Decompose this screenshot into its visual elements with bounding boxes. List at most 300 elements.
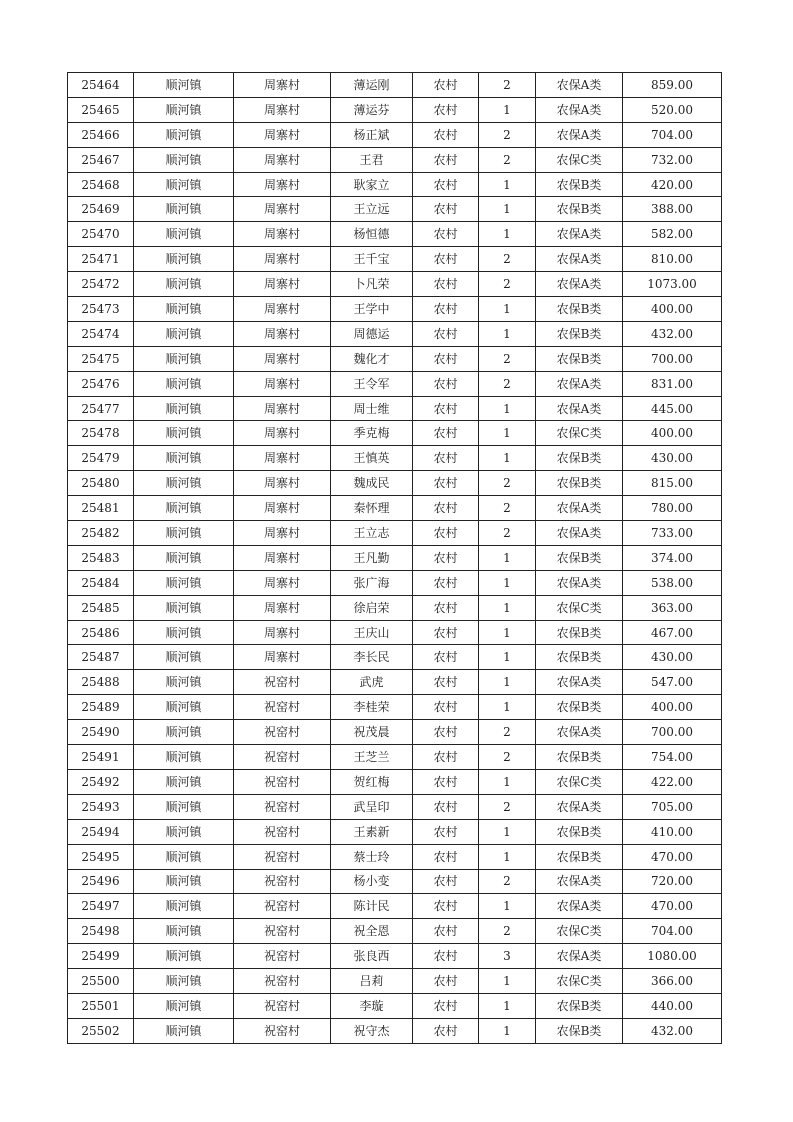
name-cell: 祝守杰 <box>331 1018 413 1043</box>
insurance-category-cell: 农保B类 <box>536 321 623 346</box>
insurance-category-cell: 农保C类 <box>536 919 623 944</box>
village-cell: 祝窑村 <box>234 894 331 919</box>
name-cell: 杨小变 <box>331 869 413 894</box>
table-row <box>68 894 722 919</box>
amount-cell: 467.00 <box>623 620 722 645</box>
amount-cell: 810.00 <box>623 247 722 272</box>
town-cell: 顺河镇 <box>134 1018 234 1043</box>
household-size-cell: 2 <box>479 346 536 371</box>
insurance-category-cell: 农保B类 <box>536 993 623 1018</box>
village-cell: 祝窑村 <box>234 869 331 894</box>
village-cell: 祝窑村 <box>234 769 331 794</box>
table-row <box>68 570 722 595</box>
village-cell: 周寨村 <box>234 222 331 247</box>
amount-cell: 720.00 <box>623 869 722 894</box>
village-cell: 祝窑村 <box>234 969 331 994</box>
area-type-cell: 农村 <box>413 570 479 595</box>
area-type-cell: 农村 <box>413 73 479 98</box>
table-row <box>68 745 722 770</box>
town-cell: 顺河镇 <box>134 73 234 98</box>
village-cell: 周寨村 <box>234 545 331 570</box>
serial-number-cell: 25483 <box>68 545 134 570</box>
table-row <box>68 720 722 745</box>
household-size-cell: 1 <box>479 421 536 446</box>
amount-cell: 400.00 <box>623 421 722 446</box>
town-cell: 顺河镇 <box>134 172 234 197</box>
table-row <box>68 695 722 720</box>
table-row <box>68 844 722 869</box>
household-size-cell: 1 <box>479 545 536 570</box>
town-cell: 顺河镇 <box>134 446 234 471</box>
insurance-category-cell: 农保B类 <box>536 844 623 869</box>
serial-number-cell: 25467 <box>68 147 134 172</box>
serial-number-cell: 25498 <box>68 919 134 944</box>
area-type-cell: 农村 <box>413 197 479 222</box>
town-cell: 顺河镇 <box>134 993 234 1018</box>
name-cell: 徐启荣 <box>331 595 413 620</box>
serial-number-cell: 25475 <box>68 346 134 371</box>
village-cell: 周寨村 <box>234 496 331 521</box>
amount-cell: 1080.00 <box>623 944 722 969</box>
table-row <box>68 122 722 147</box>
village-cell: 周寨村 <box>234 73 331 98</box>
name-cell: 薄运刚 <box>331 73 413 98</box>
table-row <box>68 197 722 222</box>
area-type-cell: 农村 <box>413 421 479 446</box>
town-cell: 顺河镇 <box>134 222 234 247</box>
serial-number-cell: 25464 <box>68 73 134 98</box>
area-type-cell: 农村 <box>413 396 479 421</box>
insurance-category-cell: 农保B类 <box>536 1018 623 1043</box>
serial-number-cell: 25487 <box>68 645 134 670</box>
town-cell: 顺河镇 <box>134 944 234 969</box>
insurance-category-cell: 农保A类 <box>536 122 623 147</box>
town-cell: 顺河镇 <box>134 197 234 222</box>
serial-number-cell: 25489 <box>68 695 134 720</box>
table-row <box>68 620 722 645</box>
insurance-category-cell: 农保A类 <box>536 396 623 421</box>
amount-cell: 733.00 <box>623 521 722 546</box>
insurance-category-cell: 农保A类 <box>536 944 623 969</box>
serial-number-cell: 25480 <box>68 471 134 496</box>
name-cell: 秦怀理 <box>331 496 413 521</box>
amount-cell: 430.00 <box>623 446 722 471</box>
village-cell: 祝窑村 <box>234 670 331 695</box>
town-cell: 顺河镇 <box>134 869 234 894</box>
data-table <box>67 72 722 1044</box>
serial-number-cell: 25492 <box>68 769 134 794</box>
insurance-category-cell: 农保B类 <box>536 745 623 770</box>
area-type-cell: 农村 <box>413 894 479 919</box>
village-cell: 祝窑村 <box>234 944 331 969</box>
area-type-cell: 农村 <box>413 97 479 122</box>
table-row <box>68 595 722 620</box>
area-type-cell: 农村 <box>413 769 479 794</box>
area-type-cell: 农村 <box>413 794 479 819</box>
household-size-cell: 1 <box>479 172 536 197</box>
town-cell: 顺河镇 <box>134 496 234 521</box>
area-type-cell: 农村 <box>413 944 479 969</box>
name-cell: 祝全恩 <box>331 919 413 944</box>
name-cell: 王芝兰 <box>331 745 413 770</box>
town-cell: 顺河镇 <box>134 247 234 272</box>
area-type-cell: 农村 <box>413 993 479 1018</box>
area-type-cell: 农村 <box>413 595 479 620</box>
table-row <box>68 247 722 272</box>
table-row <box>68 819 722 844</box>
town-cell: 顺河镇 <box>134 794 234 819</box>
insurance-category-cell: 农保B类 <box>536 545 623 570</box>
village-cell: 周寨村 <box>234 471 331 496</box>
table-row <box>68 321 722 346</box>
household-size-cell: 2 <box>479 247 536 272</box>
area-type-cell: 农村 <box>413 545 479 570</box>
name-cell: 卜凡荣 <box>331 272 413 297</box>
insurance-category-cell: 农保A类 <box>536 496 623 521</box>
name-cell: 武呈印 <box>331 794 413 819</box>
town-cell: 顺河镇 <box>134 720 234 745</box>
name-cell: 贺红梅 <box>331 769 413 794</box>
village-cell: 祝窑村 <box>234 794 331 819</box>
insurance-category-cell: 农保C类 <box>536 421 623 446</box>
amount-cell: 859.00 <box>623 73 722 98</box>
town-cell: 顺河镇 <box>134 570 234 595</box>
insurance-category-cell: 农保A类 <box>536 570 623 595</box>
household-size-cell: 2 <box>479 521 536 546</box>
village-cell: 祝窑村 <box>234 993 331 1018</box>
name-cell: 李桂荣 <box>331 695 413 720</box>
serial-number-cell: 25495 <box>68 844 134 869</box>
amount-cell: 705.00 <box>623 794 722 819</box>
household-size-cell: 2 <box>479 745 536 770</box>
village-cell: 周寨村 <box>234 521 331 546</box>
village-cell: 周寨村 <box>234 272 331 297</box>
area-type-cell: 农村 <box>413 346 479 371</box>
table-row <box>68 97 722 122</box>
name-cell: 王凡勤 <box>331 545 413 570</box>
serial-number-cell: 25474 <box>68 321 134 346</box>
village-cell: 祝窑村 <box>234 720 331 745</box>
table-row <box>68 769 722 794</box>
household-size-cell: 2 <box>479 73 536 98</box>
household-size-cell: 1 <box>479 969 536 994</box>
serial-number-cell: 25491 <box>68 745 134 770</box>
insurance-category-cell: 农保B类 <box>536 446 623 471</box>
household-size-cell: 1 <box>479 446 536 471</box>
village-cell: 祝窑村 <box>234 819 331 844</box>
area-type-cell: 农村 <box>413 147 479 172</box>
name-cell: 周德运 <box>331 321 413 346</box>
household-size-cell: 1 <box>479 197 536 222</box>
insurance-category-cell: 农保A类 <box>536 247 623 272</box>
name-cell: 耿家立 <box>331 172 413 197</box>
amount-cell: 422.00 <box>623 769 722 794</box>
insurance-category-cell: 农保B类 <box>536 695 623 720</box>
village-cell: 周寨村 <box>234 595 331 620</box>
table-row <box>68 421 722 446</box>
amount-cell: 430.00 <box>623 645 722 670</box>
village-cell: 祝窑村 <box>234 1018 331 1043</box>
area-type-cell: 农村 <box>413 496 479 521</box>
insurance-category-cell: 农保B类 <box>536 819 623 844</box>
town-cell: 顺河镇 <box>134 595 234 620</box>
village-cell: 周寨村 <box>234 321 331 346</box>
household-size-cell: 1 <box>479 570 536 595</box>
table-row <box>68 371 722 396</box>
area-type-cell: 农村 <box>413 471 479 496</box>
name-cell: 蔡士玲 <box>331 844 413 869</box>
household-size-cell: 1 <box>479 1018 536 1043</box>
town-cell: 顺河镇 <box>134 844 234 869</box>
serial-number-cell: 25485 <box>68 595 134 620</box>
town-cell: 顺河镇 <box>134 545 234 570</box>
insurance-category-cell: 农保C类 <box>536 147 623 172</box>
town-cell: 顺河镇 <box>134 819 234 844</box>
village-cell: 周寨村 <box>234 147 331 172</box>
name-cell: 张良西 <box>331 944 413 969</box>
insurance-category-cell: 农保A类 <box>536 73 623 98</box>
town-cell: 顺河镇 <box>134 745 234 770</box>
name-cell: 王千宝 <box>331 247 413 272</box>
name-cell: 王慎英 <box>331 446 413 471</box>
amount-cell: 432.00 <box>623 1018 722 1043</box>
area-type-cell: 农村 <box>413 869 479 894</box>
town-cell: 顺河镇 <box>134 620 234 645</box>
town-cell: 顺河镇 <box>134 969 234 994</box>
serial-number-cell: 25482 <box>68 521 134 546</box>
household-size-cell: 1 <box>479 97 536 122</box>
name-cell: 季克梅 <box>331 421 413 446</box>
table-row <box>68 446 722 471</box>
village-cell: 周寨村 <box>234 297 331 322</box>
town-cell: 顺河镇 <box>134 521 234 546</box>
village-cell: 周寨村 <box>234 396 331 421</box>
serial-number-cell: 25501 <box>68 993 134 1018</box>
insurance-category-cell: 农保A类 <box>536 521 623 546</box>
amount-cell: 470.00 <box>623 894 722 919</box>
table-row <box>68 496 722 521</box>
town-cell: 顺河镇 <box>134 371 234 396</box>
serial-number-cell: 25488 <box>68 670 134 695</box>
table-row <box>68 346 722 371</box>
area-type-cell: 农村 <box>413 247 479 272</box>
area-type-cell: 农村 <box>413 720 479 745</box>
area-type-cell: 农村 <box>413 172 479 197</box>
insurance-category-cell: 农保C类 <box>536 595 623 620</box>
table-row <box>68 869 722 894</box>
household-size-cell: 1 <box>479 396 536 421</box>
insurance-category-cell: 农保C类 <box>536 969 623 994</box>
table-row <box>68 73 722 98</box>
insurance-category-cell: 农保B类 <box>536 172 623 197</box>
name-cell: 李璇 <box>331 993 413 1018</box>
town-cell: 顺河镇 <box>134 272 234 297</box>
area-type-cell: 农村 <box>413 819 479 844</box>
name-cell: 武虎 <box>331 670 413 695</box>
town-cell: 顺河镇 <box>134 645 234 670</box>
amount-cell: 700.00 <box>623 346 722 371</box>
amount-cell: 366.00 <box>623 969 722 994</box>
town-cell: 顺河镇 <box>134 147 234 172</box>
household-size-cell: 2 <box>479 471 536 496</box>
village-cell: 周寨村 <box>234 371 331 396</box>
town-cell: 顺河镇 <box>134 97 234 122</box>
insurance-category-cell: 农保A类 <box>536 371 623 396</box>
name-cell: 吕莉 <box>331 969 413 994</box>
table-row <box>68 670 722 695</box>
serial-number-cell: 25490 <box>68 720 134 745</box>
town-cell: 顺河镇 <box>134 321 234 346</box>
serial-number-cell: 25465 <box>68 97 134 122</box>
amount-cell: 440.00 <box>623 993 722 1018</box>
table-row <box>68 396 722 421</box>
amount-cell: 547.00 <box>623 670 722 695</box>
serial-number-cell: 25471 <box>68 247 134 272</box>
serial-number-cell: 25499 <box>68 944 134 969</box>
table-row <box>68 297 722 322</box>
area-type-cell: 农村 <box>413 1018 479 1043</box>
village-cell: 周寨村 <box>234 421 331 446</box>
serial-number-cell: 25479 <box>68 446 134 471</box>
village-cell: 周寨村 <box>234 122 331 147</box>
table-row <box>68 272 722 297</box>
amount-cell: 470.00 <box>623 844 722 869</box>
name-cell: 魏成民 <box>331 471 413 496</box>
serial-number-cell: 25481 <box>68 496 134 521</box>
household-size-cell: 3 <box>479 944 536 969</box>
household-size-cell: 1 <box>479 321 536 346</box>
serial-number-cell: 25477 <box>68 396 134 421</box>
town-cell: 顺河镇 <box>134 122 234 147</box>
name-cell: 魏化才 <box>331 346 413 371</box>
amount-cell: 445.00 <box>623 396 722 421</box>
area-type-cell: 农村 <box>413 371 479 396</box>
serial-number-cell: 25493 <box>68 794 134 819</box>
table-row <box>68 944 722 969</box>
serial-number-cell: 25502 <box>68 1018 134 1043</box>
insurance-category-cell: 农保A类 <box>536 720 623 745</box>
area-type-cell: 农村 <box>413 620 479 645</box>
town-cell: 顺河镇 <box>134 297 234 322</box>
name-cell: 王君 <box>331 147 413 172</box>
village-cell: 祝窑村 <box>234 844 331 869</box>
area-type-cell: 农村 <box>413 122 479 147</box>
name-cell: 王素新 <box>331 819 413 844</box>
insurance-category-cell: 农保A类 <box>536 222 623 247</box>
insurance-category-cell: 农保A类 <box>536 670 623 695</box>
serial-number-cell: 25476 <box>68 371 134 396</box>
insurance-category-cell: 农保A类 <box>536 97 623 122</box>
household-size-cell: 2 <box>479 496 536 521</box>
area-type-cell: 农村 <box>413 321 479 346</box>
amount-cell: 363.00 <box>623 595 722 620</box>
amount-cell: 420.00 <box>623 172 722 197</box>
household-size-cell: 1 <box>479 620 536 645</box>
serial-number-cell: 25494 <box>68 819 134 844</box>
household-size-cell: 2 <box>479 371 536 396</box>
table-row <box>68 545 722 570</box>
name-cell: 王立志 <box>331 521 413 546</box>
table-row <box>68 645 722 670</box>
household-size-cell: 2 <box>479 272 536 297</box>
household-size-cell: 2 <box>479 794 536 819</box>
household-size-cell: 2 <box>479 919 536 944</box>
table-row <box>68 1018 722 1043</box>
village-cell: 周寨村 <box>234 197 331 222</box>
village-cell: 祝窑村 <box>234 919 331 944</box>
name-cell: 李长民 <box>331 645 413 670</box>
insurance-category-cell: 农保A类 <box>536 272 623 297</box>
amount-cell: 388.00 <box>623 197 722 222</box>
household-size-cell: 1 <box>479 222 536 247</box>
name-cell: 杨恒德 <box>331 222 413 247</box>
serial-number-cell: 25469 <box>68 197 134 222</box>
name-cell: 薄运芬 <box>331 97 413 122</box>
household-size-cell: 2 <box>479 869 536 894</box>
village-cell: 周寨村 <box>234 620 331 645</box>
area-type-cell: 农村 <box>413 272 479 297</box>
amount-cell: 410.00 <box>623 819 722 844</box>
town-cell: 顺河镇 <box>134 421 234 446</box>
town-cell: 顺河镇 <box>134 346 234 371</box>
insurance-category-cell: 农保C类 <box>536 769 623 794</box>
name-cell: 祝茂晨 <box>331 720 413 745</box>
area-type-cell: 农村 <box>413 222 479 247</box>
serial-number-cell: 25478 <box>68 421 134 446</box>
area-type-cell: 农村 <box>413 695 479 720</box>
amount-cell: 582.00 <box>623 222 722 247</box>
amount-cell: 520.00 <box>623 97 722 122</box>
serial-number-cell: 25484 <box>68 570 134 595</box>
name-cell: 张广海 <box>331 570 413 595</box>
household-size-cell: 1 <box>479 595 536 620</box>
area-type-cell: 农村 <box>413 446 479 471</box>
area-type-cell: 农村 <box>413 919 479 944</box>
village-cell: 祝窑村 <box>234 745 331 770</box>
serial-number-cell: 25500 <box>68 969 134 994</box>
household-size-cell: 2 <box>479 147 536 172</box>
household-size-cell: 1 <box>479 894 536 919</box>
town-cell: 顺河镇 <box>134 769 234 794</box>
amount-cell: 704.00 <box>623 919 722 944</box>
amount-cell: 400.00 <box>623 695 722 720</box>
amount-cell: 1073.00 <box>623 272 722 297</box>
household-size-cell: 1 <box>479 695 536 720</box>
household-size-cell: 2 <box>479 720 536 745</box>
village-cell: 周寨村 <box>234 570 331 595</box>
serial-number-cell: 25486 <box>68 620 134 645</box>
amount-cell: 374.00 <box>623 545 722 570</box>
amount-cell: 400.00 <box>623 297 722 322</box>
area-type-cell: 农村 <box>413 645 479 670</box>
area-type-cell: 农村 <box>413 969 479 994</box>
amount-cell: 700.00 <box>623 720 722 745</box>
serial-number-cell: 25473 <box>68 297 134 322</box>
name-cell: 杨正斌 <box>331 122 413 147</box>
amount-cell: 815.00 <box>623 471 722 496</box>
town-cell: 顺河镇 <box>134 670 234 695</box>
household-size-cell: 1 <box>479 670 536 695</box>
household-size-cell: 1 <box>479 819 536 844</box>
village-cell: 周寨村 <box>234 645 331 670</box>
town-cell: 顺河镇 <box>134 695 234 720</box>
insurance-category-cell: 农保B类 <box>536 197 623 222</box>
amount-cell: 754.00 <box>623 745 722 770</box>
name-cell: 王令军 <box>331 371 413 396</box>
area-type-cell: 农村 <box>413 521 479 546</box>
village-cell: 周寨村 <box>234 247 331 272</box>
amount-cell: 432.00 <box>623 321 722 346</box>
